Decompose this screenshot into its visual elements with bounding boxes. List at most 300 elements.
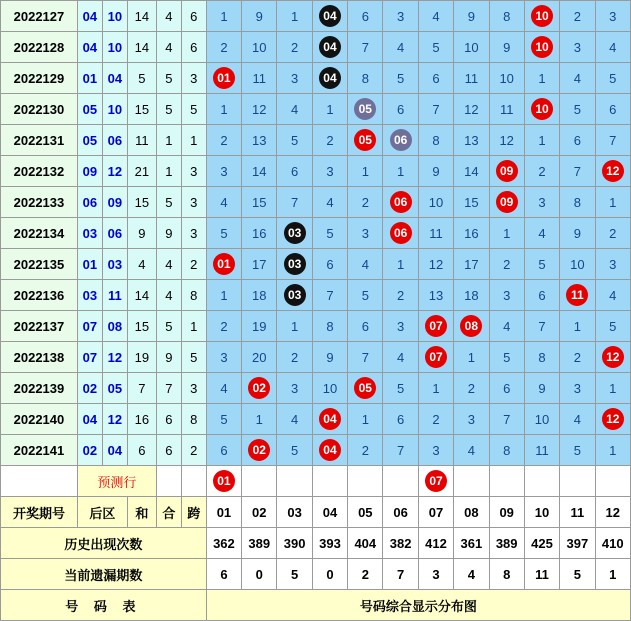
kua-cell: 2 (181, 435, 206, 466)
number-cell: 12 (489, 125, 524, 156)
number-cell-hit (524, 94, 559, 125)
number-cell: 3 (312, 156, 347, 187)
stat-row-value: 362 (206, 528, 241, 559)
table-row (1, 218, 631, 249)
kua-cell: 3 (181, 218, 206, 249)
number-cell: 6 (560, 125, 595, 156)
table-row (1, 32, 631, 63)
number-cell-hit (312, 435, 347, 466)
header-number-07: 07 (418, 497, 453, 528)
number-cell: 5 (560, 435, 595, 466)
kua-cell: 5 (181, 342, 206, 373)
header-number-09: 09 (489, 497, 524, 528)
sum-cell: 4 (156, 32, 181, 63)
kua-cell: 5 (181, 94, 206, 125)
header-he: 和 (127, 497, 156, 528)
he-cell: 21 (127, 156, 156, 187)
number-cell: 10 (242, 32, 277, 63)
sum-cell: 6 (156, 404, 181, 435)
back-number-1: 07 (77, 311, 102, 342)
forecast-blank (181, 466, 206, 497)
header-number-11: 11 (560, 497, 595, 528)
number-cell: 9 (418, 156, 453, 187)
header-number-05: 05 (348, 497, 383, 528)
number-cell: 7 (348, 342, 383, 373)
stat-row-value: 389 (489, 528, 524, 559)
number-cell-hit (312, 1, 347, 32)
number-cell: 5 (560, 94, 595, 125)
period-cell: 2022135 (1, 249, 78, 280)
number-cell-hit (418, 311, 453, 342)
kua-cell: 6 (181, 1, 206, 32)
stat-row-value: 0 (312, 559, 347, 590)
number-cell: 5 (418, 32, 453, 63)
number-cell: 16 (454, 218, 489, 249)
forecast-ball: 01 (213, 470, 235, 492)
number-cell: 2 (595, 218, 630, 249)
back-number-2: 12 (102, 342, 127, 373)
period-cell: 2022128 (1, 32, 78, 63)
forecast-ball: 07 (425, 470, 447, 492)
period-cell: 2022132 (1, 156, 78, 187)
number-cell: 6 (383, 404, 418, 435)
kua-cell: 6 (181, 32, 206, 63)
hit-ball: 06 (390, 222, 412, 244)
forecast-number-cell (242, 466, 277, 497)
he-cell: 5 (127, 63, 156, 94)
number-cell-hit (489, 187, 524, 218)
number-cell-hit (348, 94, 383, 125)
sum-cell: 1 (156, 156, 181, 187)
number-cell: 11 (242, 63, 277, 94)
number-cell-hit (348, 125, 383, 156)
summary-body (1, 466, 631, 621)
number-cell: 9 (489, 32, 524, 63)
number-cell: 5 (595, 311, 630, 342)
table-row (1, 342, 631, 373)
hit-ball: 05 (354, 377, 376, 399)
number-cell: 13 (242, 125, 277, 156)
hit-ball: 12 (602, 346, 624, 368)
number-cell-hit (595, 342, 630, 373)
number-cell: 1 (595, 373, 630, 404)
number-cell: 5 (312, 218, 347, 249)
back-number-2: 05 (102, 373, 127, 404)
header-kua: 跨 (181, 497, 206, 528)
header-number-04: 04 (312, 497, 347, 528)
hit-ball: 12 (602, 408, 624, 430)
number-cell: 19 (242, 311, 277, 342)
kua-cell: 3 (181, 187, 206, 218)
hit-ball: 04 (319, 408, 341, 430)
stat-row-value: 11 (524, 559, 559, 590)
forecast-blank (1, 466, 78, 497)
number-cell: 15 (242, 187, 277, 218)
number-cell: 7 (524, 311, 559, 342)
number-cell: 8 (560, 187, 595, 218)
back-number-1: 05 (77, 125, 102, 156)
forecast-number-cell (206, 466, 241, 497)
number-cell: 4 (524, 218, 559, 249)
number-cell-hit (206, 249, 241, 280)
forecast-number-cell (277, 466, 312, 497)
number-cell: 4 (277, 94, 312, 125)
number-cell: 10 (489, 63, 524, 94)
period-cell: 2022138 (1, 342, 78, 373)
back-number-1: 03 (77, 280, 102, 311)
table-row (1, 249, 631, 280)
number-cell: 10 (418, 187, 453, 218)
hit-ball: 11 (566, 284, 588, 306)
stat-row-value: 7 (383, 559, 418, 590)
back-number-1: 02 (77, 373, 102, 404)
period-cell: 2022133 (1, 187, 78, 218)
sum-cell: 5 (156, 94, 181, 125)
number-cell: 6 (312, 249, 347, 280)
number-cell: 2 (383, 280, 418, 311)
number-cell: 1 (560, 311, 595, 342)
number-cell: 1 (595, 187, 630, 218)
header-number-02: 02 (242, 497, 277, 528)
number-cell: 1 (312, 94, 347, 125)
back-number-2: 03 (102, 249, 127, 280)
sum-cell: 6 (156, 435, 181, 466)
hit-ball: 10 (531, 5, 553, 27)
number-cell: 6 (277, 156, 312, 187)
he-cell: 7 (127, 373, 156, 404)
number-cell: 1 (277, 311, 312, 342)
number-cell: 2 (206, 311, 241, 342)
number-cell: 5 (383, 63, 418, 94)
number-cell: 2 (348, 187, 383, 218)
number-cell: 1 (242, 404, 277, 435)
number-cell: 4 (206, 187, 241, 218)
stat-row-value: 397 (560, 528, 595, 559)
he-cell: 14 (127, 280, 156, 311)
stat-row-value: 425 (524, 528, 559, 559)
number-cell: 11 (489, 94, 524, 125)
number-cell: 4 (348, 249, 383, 280)
kua-cell: 8 (181, 280, 206, 311)
back-number-2: 06 (102, 125, 127, 156)
stat-row-value: 361 (454, 528, 489, 559)
number-cell: 17 (242, 249, 277, 280)
number-cell: 11 (524, 435, 559, 466)
forecast-number-cell (418, 466, 453, 497)
number-cell: 2 (312, 125, 347, 156)
number-cell: 5 (206, 404, 241, 435)
forecast-label: 预测行 (77, 466, 156, 497)
number-cell: 3 (206, 342, 241, 373)
number-cell: 7 (595, 125, 630, 156)
number-cell: 16 (242, 218, 277, 249)
number-cell: 18 (242, 280, 277, 311)
number-cell: 8 (489, 435, 524, 466)
number-cell: 1 (206, 280, 241, 311)
number-cell-hit (418, 342, 453, 373)
number-cell: 7 (560, 156, 595, 187)
number-cell: 3 (277, 63, 312, 94)
stat-row-value: 390 (277, 528, 312, 559)
sum-cell: 4 (156, 249, 181, 280)
number-cell: 1 (524, 63, 559, 94)
hit-ball: 03 (284, 222, 306, 244)
back-number-1: 07 (77, 342, 102, 373)
sum-cell: 9 (156, 218, 181, 249)
hit-ball: 10 (531, 98, 553, 120)
number-cell: 8 (348, 63, 383, 94)
hit-ball: 01 (213, 67, 235, 89)
number-cell-hit (595, 156, 630, 187)
header-number-10: 10 (524, 497, 559, 528)
number-cell: 1 (524, 125, 559, 156)
stat-row-label: 历史出现次数 (1, 528, 207, 559)
forecast-number-cell (524, 466, 559, 497)
number-cell: 4 (560, 404, 595, 435)
table-row (1, 63, 631, 94)
number-cell-hit (489, 156, 524, 187)
number-cell-hit (312, 404, 347, 435)
sum-cell: 5 (156, 187, 181, 218)
stat-row-value: 1 (595, 559, 630, 590)
header-back-zone: 后区 (77, 497, 127, 528)
number-cell: 14 (242, 156, 277, 187)
hit-ball: 04 (319, 439, 341, 461)
back-number-2: 08 (102, 311, 127, 342)
table-row (1, 404, 631, 435)
number-cell: 3 (524, 187, 559, 218)
forecast-number-cell (348, 466, 383, 497)
forecast-number-cell (489, 466, 524, 497)
column-header-row (1, 497, 631, 528)
number-cell: 3 (383, 1, 418, 32)
hit-ball: 03 (284, 284, 306, 306)
number-cell: 6 (595, 94, 630, 125)
number-cell: 1 (595, 435, 630, 466)
stat-row-value: 412 (418, 528, 453, 559)
number-cell: 2 (206, 125, 241, 156)
number-cell: 1 (418, 373, 453, 404)
back-number-2: 12 (102, 404, 127, 435)
number-cell-hit (454, 311, 489, 342)
stat-row-value: 8 (489, 559, 524, 590)
stat-row (1, 559, 631, 590)
footer-left-title: 号 码 表 (1, 590, 207, 621)
forecast-row (1, 466, 631, 497)
period-cell: 2022129 (1, 63, 78, 94)
number-cell: 7 (277, 187, 312, 218)
number-cell: 4 (595, 280, 630, 311)
number-cell: 10 (560, 249, 595, 280)
number-cell: 2 (489, 249, 524, 280)
number-cell-hit (383, 125, 418, 156)
draw-rows-body (1, 1, 631, 466)
table-row (1, 373, 631, 404)
number-cell: 4 (383, 342, 418, 373)
stat-row-value: 5 (560, 559, 595, 590)
header-number-01: 01 (206, 497, 241, 528)
number-cell: 1 (383, 156, 418, 187)
back-number-2: 10 (102, 94, 127, 125)
number-cell: 3 (383, 311, 418, 342)
he-cell: 14 (127, 32, 156, 63)
number-cell: 9 (524, 373, 559, 404)
number-cell: 5 (348, 280, 383, 311)
hit-ball: 09 (496, 191, 518, 213)
number-cell: 6 (489, 373, 524, 404)
number-cell: 7 (348, 32, 383, 63)
number-cell-hit (524, 32, 559, 63)
number-cell: 10 (454, 32, 489, 63)
number-cell-hit (312, 32, 347, 63)
number-cell: 9 (312, 342, 347, 373)
he-cell: 14 (127, 1, 156, 32)
number-cell-hit (595, 404, 630, 435)
number-cell: 6 (524, 280, 559, 311)
hit-ball: 12 (602, 160, 624, 182)
number-cell: 1 (277, 1, 312, 32)
forecast-blank (156, 466, 181, 497)
table-row (1, 280, 631, 311)
number-cell: 20 (242, 342, 277, 373)
number-cell: 4 (560, 63, 595, 94)
number-cell: 5 (277, 435, 312, 466)
number-cell: 8 (312, 311, 347, 342)
number-cell: 2 (418, 404, 453, 435)
back-number-2: 12 (102, 156, 127, 187)
number-cell: 3 (348, 218, 383, 249)
sum-cell: 7 (156, 373, 181, 404)
hit-ball: 02 (248, 377, 270, 399)
period-cell: 2022130 (1, 94, 78, 125)
sum-cell: 4 (156, 280, 181, 311)
header-sum: 合 (156, 497, 181, 528)
number-cell: 2 (277, 32, 312, 63)
stat-row-value: 0 (242, 559, 277, 590)
number-cell: 7 (418, 94, 453, 125)
back-number-1: 04 (77, 404, 102, 435)
number-cell: 6 (206, 435, 241, 466)
hit-ball: 06 (390, 129, 412, 151)
number-cell-hit (277, 249, 312, 280)
number-cell-hit (383, 187, 418, 218)
number-cell: 5 (383, 373, 418, 404)
number-cell: 4 (277, 404, 312, 435)
table-row (1, 94, 631, 125)
stat-row-value: 389 (242, 528, 277, 559)
back-number-2: 11 (102, 280, 127, 311)
number-cell: 10 (524, 404, 559, 435)
sum-cell: 4 (156, 1, 181, 32)
number-cell-hit (348, 373, 383, 404)
number-cell: 3 (560, 373, 595, 404)
header-number-12: 12 (595, 497, 630, 528)
forecast-number-cell (595, 466, 630, 497)
kua-cell: 3 (181, 63, 206, 94)
header-number-03: 03 (277, 497, 312, 528)
hit-ball: 07 (425, 315, 447, 337)
number-cell-hit (383, 218, 418, 249)
back-number-1: 06 (77, 187, 102, 218)
number-cell: 18 (454, 280, 489, 311)
he-cell: 6 (127, 435, 156, 466)
period-cell: 2022141 (1, 435, 78, 466)
table-row (1, 435, 631, 466)
kua-cell: 1 (181, 125, 206, 156)
number-cell: 1 (454, 342, 489, 373)
sum-cell: 5 (156, 63, 181, 94)
number-cell: 3 (418, 435, 453, 466)
forecast-number-cell (454, 466, 489, 497)
number-cell: 2 (454, 373, 489, 404)
number-cell: 1 (383, 249, 418, 280)
stat-row-label: 当前遗漏期数 (1, 559, 207, 590)
forecast-number-cell (560, 466, 595, 497)
number-cell: 10 (312, 373, 347, 404)
number-cell: 9 (454, 1, 489, 32)
number-cell: 7 (489, 404, 524, 435)
number-cell: 4 (489, 311, 524, 342)
back-number-1: 09 (77, 156, 102, 187)
stat-row-value: 393 (312, 528, 347, 559)
period-cell: 2022137 (1, 311, 78, 342)
number-cell: 3 (206, 156, 241, 187)
he-cell: 9 (127, 218, 156, 249)
number-cell: 2 (524, 156, 559, 187)
number-cell: 3 (277, 373, 312, 404)
number-cell: 4 (418, 1, 453, 32)
number-cell: 5 (595, 63, 630, 94)
sum-cell: 9 (156, 342, 181, 373)
number-cell: 2 (348, 435, 383, 466)
back-number-2: 10 (102, 32, 127, 63)
number-cell: 12 (454, 94, 489, 125)
number-cell-hit (242, 373, 277, 404)
sum-cell: 5 (156, 311, 181, 342)
number-cell: 8 (524, 342, 559, 373)
number-cell: 4 (206, 373, 241, 404)
number-cell: 1 (348, 156, 383, 187)
number-cell: 8 (489, 1, 524, 32)
header-period: 开奖期号 (1, 497, 78, 528)
number-cell: 6 (348, 311, 383, 342)
table-row (1, 125, 631, 156)
back-number-1: 04 (77, 32, 102, 63)
hit-ball: 04 (319, 36, 341, 58)
footer-row (1, 590, 631, 621)
back-number-2: 04 (102, 435, 127, 466)
hit-ball: 05 (354, 129, 376, 151)
hit-ball: 03 (284, 253, 306, 275)
number-cell: 17 (454, 249, 489, 280)
kua-cell: 1 (181, 311, 206, 342)
number-cell: 11 (418, 218, 453, 249)
kua-cell: 3 (181, 373, 206, 404)
number-cell: 5 (277, 125, 312, 156)
number-cell: 2 (206, 32, 241, 63)
stat-row (1, 528, 631, 559)
back-number-1: 03 (77, 218, 102, 249)
he-cell: 4 (127, 249, 156, 280)
table-row (1, 156, 631, 187)
hit-ball: 09 (496, 160, 518, 182)
number-cell: 3 (560, 32, 595, 63)
stat-row-value: 410 (595, 528, 630, 559)
period-cell: 2022134 (1, 218, 78, 249)
kua-cell: 8 (181, 404, 206, 435)
header-number-08: 08 (454, 497, 489, 528)
back-number-1: 01 (77, 63, 102, 94)
